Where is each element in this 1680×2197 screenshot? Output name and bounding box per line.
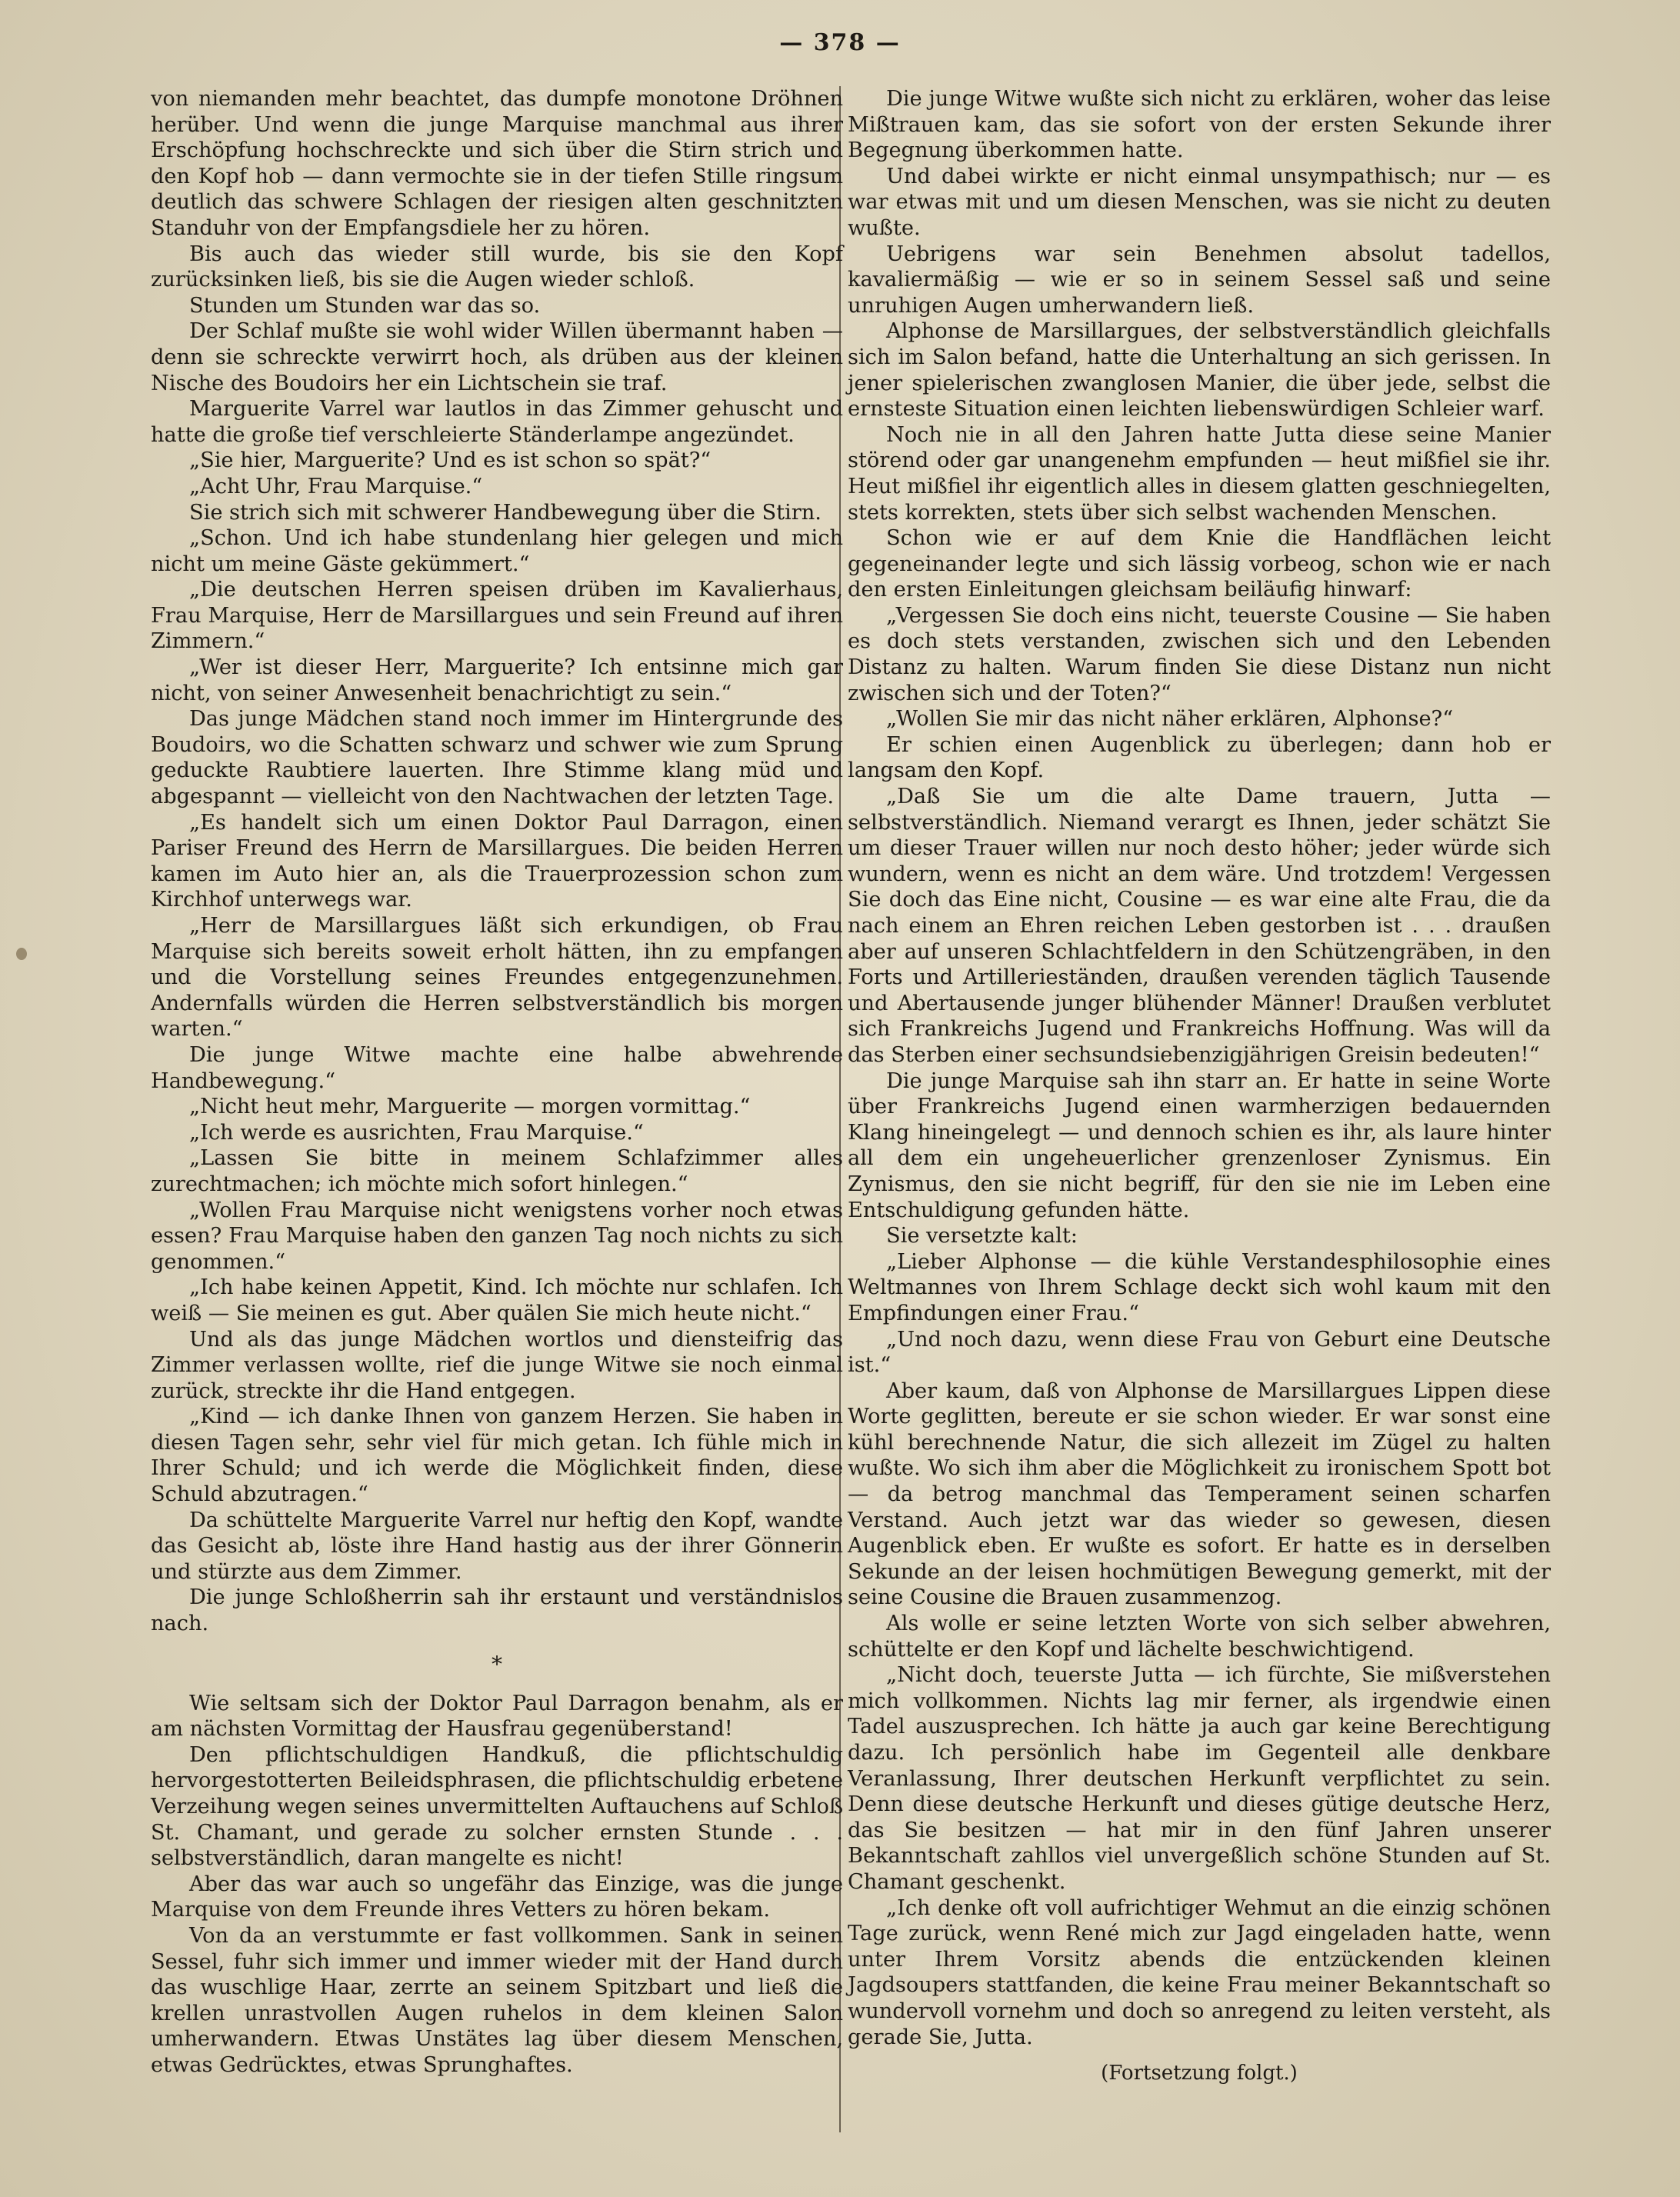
section-separator: * [492, 1651, 502, 1677]
paragraph: Bis auch das wieder still wurde, bis sie den Kopf zurücksinken ließ, bis sie die Augen wieder schloß. [151, 242, 843, 292]
left-column-paragraphs-after [151, 1691, 843, 2079]
right-column [848, 86, 1551, 2087]
paragraph: Und dabei wirkte er nicht einmal unsympathisch; nur — es war etwas mit und um diesen Menschen, was sie nicht zu deuten wußte. [848, 164, 1551, 240]
paragraph: „Wollen Sie mir das nicht näher erklären, Alphonse?“ [886, 707, 1454, 732]
paragraph: „Wer ist dieser Herr, Marguerite? Ich entsinne mich gar nicht, von seiner Anwesenheit benachrichtigt zu sein.“ [151, 655, 843, 705]
paragraph: „Schon. Und ich habe stundenlang hier gelegen und mich nicht um meine Gäste gekümmert.“ [151, 526, 843, 576]
paragraph: „Wollen Frau Marquise nicht wenigstens vorher noch etwas essen? Frau Marquise haben den ganzen Tag noch nichts zu sich genommen.“ [151, 1198, 843, 1274]
paragraph: Von da an verstummte er fast vollkommen. Sank in seinen Sessel, fuhr sich immer und immer wieder mit der Hand durch das wuschlige Haar, zerrte an seinem Spitzbart und ließ die krellen unrastvollen Augen ruhelos in dem kleinen Salon umherwandern. Etwas Unstätes lag über diesem Menschen, etwas Gedrücktes, etwas Sprunghaftes. [151, 1923, 843, 2077]
paragraph: Uebrigens war sein Benehmen absolut tadellos, kavaliermäßig — wie er so in seinem Sessel saß und seine unruhigen Augen umherwandern ließ. [848, 242, 1551, 318]
paragraph: Stunden um Stunden war das so. [189, 293, 541, 318]
paragraph: „Ich werde es ausrichten, Frau Marquise.“ [189, 1120, 644, 1145]
paragraph: „Sie hier, Marguerite? Und es ist schon so spät?“ [189, 448, 712, 473]
paragraph: Die junge Schloßherrin sah ihr erstaunt und verständnislos nach. [151, 1585, 843, 1636]
paragraph: Als wolle er seine letzten Worte von sich selber abwehren, schüttelte er den Kopf und lächelte beschwichtigend. [848, 1612, 1551, 1662]
paragraph: „Ich denke oft voll aufrichtiger Wehmut an die einzig schönen Tage zurück, wenn René mich zur Jagd eingeladen hatte, wenn unter Ihrem Vorsitz abends die entzückenden kleinen Jagdsoupers stattfanden, die keine Frau meiner Bekanntschaft so wundervoll vornehm und doch so anregend zu leiten versteht, als gerade Sie, Jutta. [848, 1895, 1551, 2049]
paragraph: „Kind — ich danke Ihnen von ganzem Herzen. Sie haben in diesen Tagen sehr, sehr viel für mich getan. Ich fühle mich in Ihrer Schuld; und ich werde die Möglichkeit finden, diese Schuld abzutragen.“ [151, 1405, 843, 1507]
paragraph: Die junge Marquise sah ihn starr an. Er hatte in seine Worte über Frankreichs Jugend einen warmherzigen bedauernden Klang hineingelegt — und dennoch schien es ihr, als laure hinter all dem ein ungeheuerlicher grenzenloser Zynismus. Ein Zynismus, den sie nicht begriff, für den sie nie im Leben eine Entschuldigung gefunden hätte. [848, 1068, 1551, 1222]
paragraph: Noch nie in all den Jahren hatte Jutta diese seine Manier störend oder gar unangenehm empfunden — heut mißfiel sie ihr. Heut mißfiel ihr eigentlich alles in diesem glatten geschniegelten, stets korrekten, stets über sich selbst wachenden Menschen. [848, 422, 1551, 525]
paragraph: „Die deutschen Herren speisen drüben im Kavalierhaus, Frau Marquise, Herr de Marsillargues und sein Freund auf ihren Zimmern.“ [151, 578, 843, 654]
paragraph: „Lassen Sie bitte in meinem Schlafzimmer alles zurechtmachen; ich möchte mich sofort hinlegen.“ [151, 1146, 843, 1196]
paragraph: Da schüttelte Marguerite Varrel nur heftig den Kopf, wandte das Gesicht ab, löste ihre Hand hastig aus der ihrer Gönnerin und stürzte aus dem Zimmer. [151, 1508, 843, 1584]
paragraph: „Ich habe keinen Appetit, Kind. Ich möchte nur schlafen. Ich weiß — Sie meinen es gut. Aber quälen Sie mich heute nicht.“ [151, 1275, 843, 1325]
paragraph: „Nicht doch, teuerste Jutta — ich fürchte, Sie mißverstehen mich vollkommen. Nichts lag mir ferner, als irgendwie einen Tadel auszusprechen. Ich hätte ja auch gar keine Berechtigung dazu. Ich persönlich habe im Gegenteil alle denkbare Veranlassung, Ihrer deutschen Herkunft verpflichtet zu sein. Denn diese deutsche Herkunft und dieses gütige deutsche Herz, das Sie besitzen — hat mir in den fünf Jahren unserer Bekanntschaft zahllos viel unvergeßlich schöne Stunden auf St. Chamant geschenkt. [848, 1663, 1551, 1894]
paragraph: Sie strich sich mit schwerer Handbewegung über die Stirn. [189, 500, 822, 525]
paragraph: „Vergessen Sie doch eins nicht, teuerste Cousine — Sie haben es doch stets verstanden, zwischen sich und den Lebenden Distanz zu halten. Warum finden Sie diese Distanz nun nicht zwischen sich und der Toten?“ [848, 603, 1551, 705]
paragraph: „Herr de Marsillargues läßt sich erkundigen, ob Frau Marquise sich bereits soweit erholt hätten, ihn zu empfangen und die Vorstellung seines Freundes entgegenzunehmen. Andernfalls würden die Herren selbstverständlich bis morgen warten.“ [151, 914, 843, 1042]
paragraph: „Daß Sie um die alte Dame trauern, Jutta — selbstverständlich. Niemand verargt es Ihnen, jeder schätzt Sie um dieser Trauer willen nur noch desto höher; jeder würde sich wundern, wenn es nicht an dem wäre. Und trotzdem! Vergessen Sie doch das Eine nicht, Cousine — es war eine alte Frau, die da nach einem an Ehren reichen Leben gestorben ist . . . draußen aber auf unseren Schlachtfeldern in den Schützengräben, in den Forts und Artillerieständen, draußen verenden täglich Tausende und Abertausende junger blühender Männer! Draußen verblutet sich Frankreichs Jugend und Frankreichs Hoffnung. Was will da das Sterben einer sechsundsiebenzigjährigen Greisin bedeuten!“ [848, 785, 1551, 1067]
paragraph: Schon wie er auf dem Knie die Handflächen leicht gegeneinander legte und sich lässig vorbeog, schon wie er nach den ersten Einleitungen gleichsam beiläufig hinwarf: [848, 526, 1551, 602]
paragraph: Die junge Witwe machte eine halbe abwehrende Handbewegung.“ [151, 1042, 843, 1093]
paragraph: Die junge Witwe wußte sich nicht zu erklären, woher das leise Mißtrauen kam, das sie sofort von der ersten Sekunde ihrer Begegnung überkommen hatte. [848, 87, 1551, 163]
paragraph: „Lieber Alphonse — die kühle Verstandesphilosophie eines Weltmannes von Ihrem Schlage deckt sich wohl kaum mit den Empfindungen einer Frau.“ [848, 1249, 1551, 1325]
right-column-paragraphs [848, 86, 1551, 2050]
paragraph: Das junge Mädchen stand noch immer im Hintergrunde des Boudoirs, wo die Schatten schwarz und schwer wie zum Sprung geduckte Raubtiere lauerten. Ihre Stimme klang müd und abgespannt — vielleicht von den Nachtwachen der letzten Tage. [151, 707, 843, 809]
continuation-note: (Fortsetzung folgt.) [1101, 2062, 1298, 2085]
paragraph: „Es handelt sich um einen Doktor Paul Darragon, einen Pariser Freund des Herrn de Marsillargues. Die beiden Herren kamen im Auto hier an, als die Trauerprozession schon zum Kirchhof unterwegs war. [151, 810, 843, 912]
left-column-paragraphs [151, 86, 843, 1637]
paragraph: Und als das junge Mädchen wortlos und diensteifrig das Zimmer verlassen wollte, rief die junge Witwe sie noch einmal zurück, streckte ihr die Hand entgegen. [151, 1327, 843, 1403]
left-column [151, 86, 843, 2079]
paragraph: Den pflichtschuldigen Handkuß, die pflichtschuldig hervorgestotterten Beileidsphrasen, die pflichtschuldig erbetene Verzeihung wegen seines unvermittelten Auftauchens auf Schloß St. Chamant, und gerade zu solcher ernsten Stunde . . . selbstverständlich, daran mangelte es nicht! [151, 1742, 843, 1871]
paragraph: „Und noch dazu, wenn diese Frau von Geburt eine Deutsche ist.“ [848, 1327, 1551, 1378]
paragraph: Aber kaum, daß von Alphonse de Marsillargues Lippen diese Worte geglitten, bereute er sie schon wieder. Er war sonst eine kühl berechnende Natur, die sich allezeit im Zügel zu halten wußte. Wo sich ihm aber die Möglichkeit zu ironischem Spott bot — da betrog manchmal das Temperament seinen scharfen Verstand. Auch jetzt war das wieder so gewesen, diesen Augenblick eben. Er wußte es sofort. Er hatte es in derselben Sekunde an der leisen hochmütigen Bewegung gemerkt, mit der seine Cousine die Brauen zusammenzog. [848, 1379, 1551, 1610]
paragraph: Er schien einen Augenblick zu überlegen; dann hob er langsam den Kopf. [848, 732, 1551, 783]
paragraph: von niemanden mehr beachtet, das dumpfe monotone Dröhnen herüber. Und wenn die junge Marquise manchmal aus ihrer Erschöpfung hochschreckte und sich über die Stirn strich und den Kopf hob — dann vermochte sie in der tiefen Stille ringsum deutlich das schwere Schlagen der riesigen alten geschnitzten Standuhr von der Empfangsdiele her zu hören. [151, 87, 843, 240]
paragraph: Sie versetzte kalt: [886, 1224, 1078, 1249]
page-number: — 378 — [779, 29, 901, 56]
paragraph: Der Schlaf mußte sie wohl wider Willen übermannt haben — denn sie schreckte verwirrt hoch, als drüben aus der kleinen Nische des Boudoirs her ein Lichtschein sie traf. [151, 319, 843, 395]
paragraph: Marguerite Varrel war lautlos in das Zimmer gehuscht und hatte die große tief verschleierte Ständerlampe angezündet. [151, 397, 843, 447]
paragraph: Wie seltsam sich der Doktor Paul Darragon benahm, als er am nächsten Vormittag der Hausfrau gegenüberstand! [151, 1691, 843, 1742]
paragraph: „Acht Uhr, Frau Marquise.“ [189, 474, 483, 498]
paragraph: Alphonse de Marsillargues, der selbstverständlich gleichfalls sich im Salon befand, hatte die Unterhaltung an sich gerissen. In jener spielerischen zwanglosen Manier, die über jede, selbst die ernsteste Situation einen leichten liebenswürdigen Schleier warf. [848, 319, 1551, 422]
ink-spot [16, 948, 27, 960]
paragraph: Aber das war auch so ungefähr das Einzige, was die junge Marquise von dem Freunde ihres Vetters zu hören bekam. [151, 1872, 843, 1922]
paragraph: „Nicht heut mehr, Marguerite — morgen vormittag.“ [189, 1095, 751, 1119]
